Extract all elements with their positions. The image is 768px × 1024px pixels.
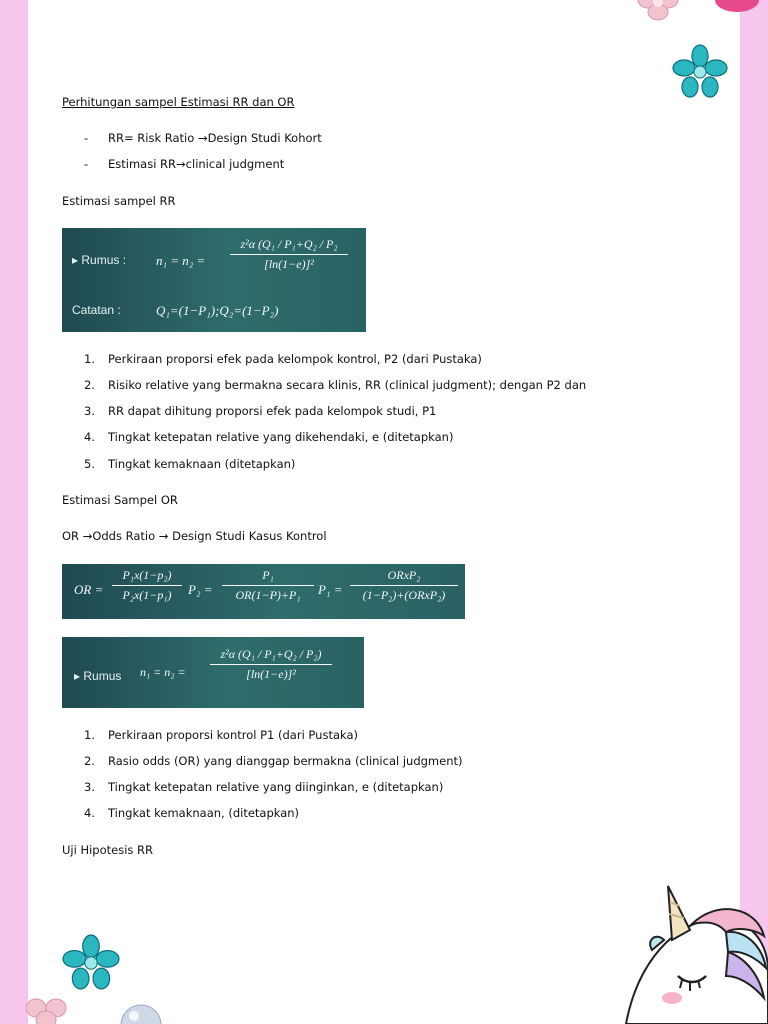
bullet-dash: - [84, 157, 89, 171]
list-text: Risiko relative yang bermakna secara klinis, RR (clinical judgment); dengan P2 dan [108, 378, 587, 392]
list-text: Tingkat kemaknaan (ditetapkan) [108, 457, 296, 471]
list-number: 4. [84, 806, 95, 820]
p1-lhs: P₁ = [318, 582, 343, 597]
document-page [28, 0, 740, 1024]
p1-denominator: (1−P₂)+(ORxP₂) [362, 588, 446, 602]
formula-lhs: n₁ = n₂ = [140, 665, 186, 679]
formula-fraction [230, 237, 348, 272]
page-title: Perhitungan sampel Estimasi RR dan OR [62, 95, 295, 109]
p1-fraction [350, 568, 458, 603]
teal-flower-gem-icon-bottom [62, 934, 120, 992]
teal-flower-gem-icon [672, 44, 728, 100]
rumus-label: ▸ Rumus [74, 669, 122, 683]
formula-rr-image [62, 228, 366, 332]
p2-numerator: P₁ [262, 568, 274, 582]
formula-or-sample-image [62, 637, 364, 708]
list-text: Tingkat kemaknaan, (ditetapkan) [108, 806, 300, 820]
list-number: 1. [84, 728, 95, 742]
catatan-label: Catatan : [72, 303, 121, 317]
p2-fraction [222, 568, 314, 603]
formula-numerator: z²α (Q₁ / P₁+Q₂ / P₂) [220, 647, 322, 661]
formula-lhs: n₁ = n₂ = [156, 253, 206, 268]
or-denominator: P₂x(1−p₁) [122, 588, 172, 602]
section-heading-or: Estimasi Sampel OR [62, 493, 178, 507]
list-text: Perkiraan proporsi kontrol P1 (dari Pustaka) [108, 728, 358, 742]
unicorn-illustration [606, 880, 768, 1024]
pink-flower-gem-icon [628, 0, 692, 26]
p2-denominator: OR(1−P)+P₁ [235, 588, 301, 602]
p1-numerator: ORxP₂ [387, 568, 421, 582]
formula-fraction [210, 647, 332, 682]
rumus-label: ▸ Rumus : [72, 253, 127, 267]
list-number: 1. [84, 352, 95, 366]
catatan-expression: Q₁=(1−P₁);Q₂=(1−P₂) [156, 303, 279, 318]
list-text: Tingkat ketepatan relative yang diinginkan, e (ditetapkan) [108, 780, 444, 794]
list-text: Perkiraan proporsi efek pada kelompok kontrol, P2 (dari Pustaka) [108, 352, 482, 366]
section-heading-rr: Estimasi sampel RR [62, 194, 176, 208]
or-numerator: P₁x(1−p₂) [122, 568, 172, 582]
or-definition-line: OR →Odds Ratio → Design Studi Kasus Kontrol [62, 529, 327, 543]
list-number: 5. [84, 457, 95, 471]
bullet-text: RR= Risk Ratio →Design Studi Kohort [108, 131, 322, 145]
formula-denominator: [ln(1−e)]² [246, 667, 296, 681]
list-number: 3. [84, 780, 95, 794]
or-fraction [112, 568, 182, 603]
list-number: 4. [84, 430, 95, 444]
p2-lhs: P₂ = [188, 582, 213, 597]
pink-flower-gem-icon-bottom [20, 994, 76, 1024]
or-lhs: OR = [74, 582, 104, 597]
list-text: Tingkat ketepatan relative yang dikehendaki, e (ditetapkan) [108, 430, 454, 444]
bullet-dash: - [84, 131, 89, 145]
list-number: 3. [84, 404, 95, 418]
list-number: 2. [84, 378, 95, 392]
pearl-gem-icon [120, 1004, 162, 1024]
section-heading-hypothesis: Uji Hipotesis RR [62, 843, 154, 857]
list-text: Rasio odds (OR) yang dianggap bermakna (clinical judgment) [108, 754, 463, 768]
heart-gem-icon [712, 0, 762, 16]
list-text: RR dapat dihitung proporsi efek pada kelompok studi, P1 [108, 404, 437, 418]
list-number: 2. [84, 754, 95, 768]
formula-denominator: [ln(1−e)]² [264, 257, 314, 271]
formula-numerator: z²α (Q₁ / P₁+Q₂ / P₂ [240, 237, 338, 251]
formula-or-image [62, 564, 465, 619]
bullet-text: Estimasi RR→clinical judgment [108, 157, 285, 171]
